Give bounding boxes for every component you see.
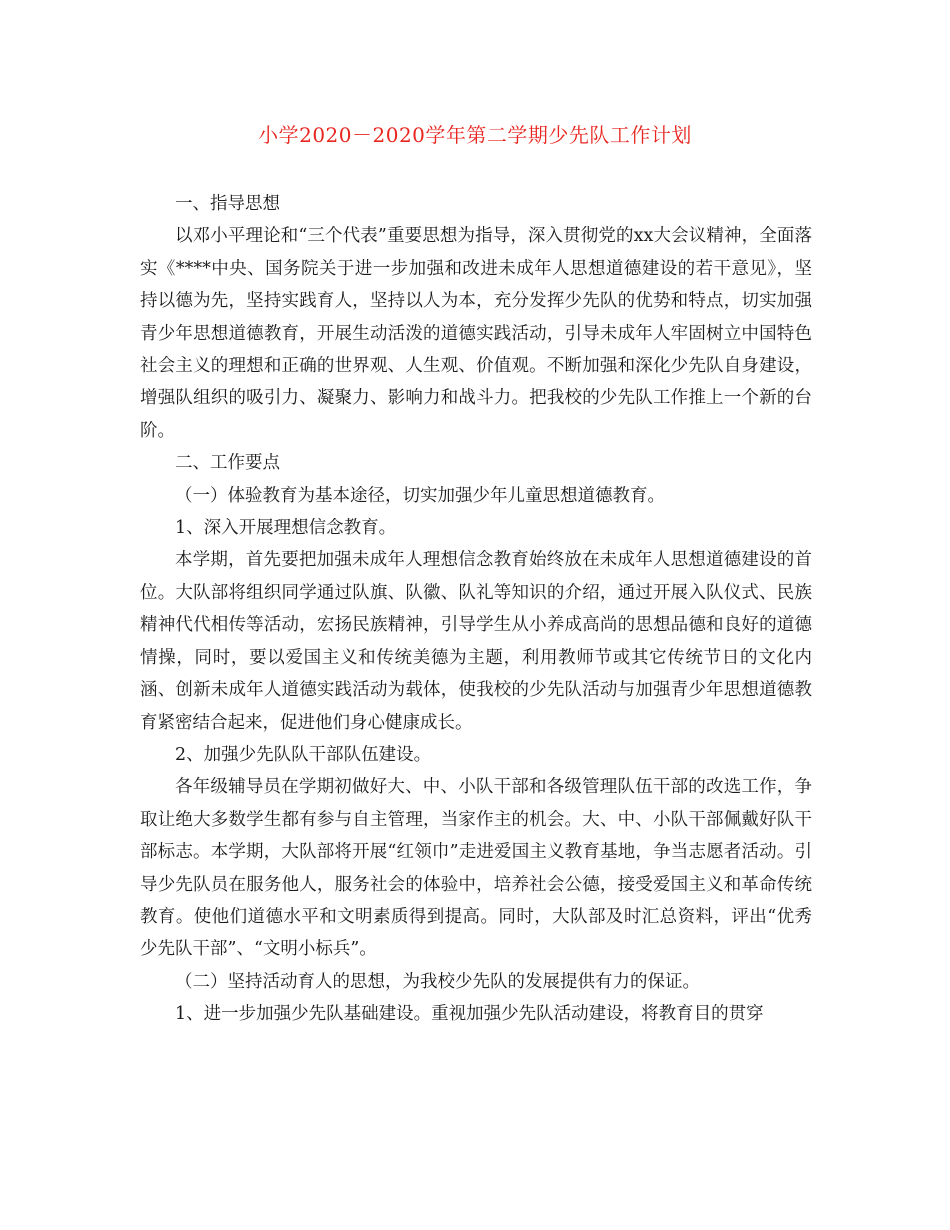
section-heading-guiding-ideology: 一、指导思想	[175, 194, 280, 214]
subsection-heading-experience-education: （一）体验教育为基本途径，切实加强少年儿童思想道德教育。	[175, 485, 665, 506]
document-title: 小学2020－2020学年第二学期少先队工作计划	[258, 123, 692, 147]
subsection-heading-activity-education: （二）坚持活动育人的思想，为我校少先队的发展提供有力的保证。	[175, 971, 700, 992]
section-heading-work-points: 二、工作要点	[175, 453, 280, 474]
document-body	[140, 188, 812, 1031]
item-heading-ideal-belief: 1、深入开展理想信念教育。	[175, 518, 397, 539]
item-heading-cadre-team: 2、加强少先队队干部队伍建设。	[175, 744, 432, 765]
paragraph-ideal-belief: 本学期，首先要把加强未成年人理想信念教育始终放在未成年人思想道德建设的首位。大队部将组织同学通过队旗、队徽、队礼等知识的介绍，通过开展入队仪式、民族精神代代相传等活动，宏扬民族精神，引导学生从小养成高尚的思想品德和良好的道德情操，同时，要以爱国主义和传统美德为主题，利用教师节或其它传统节日的文化内涵、创新未成年人道德实践活动为载体，使我校的少先队活动与加强青少年思想道德教育紧密结合起来，促进他们身心健康成长。	[140, 550, 812, 733]
paragraph-guiding-ideology: 以邓小平理论和“三个代表”重要思想为指导，深入贯彻党的xx大会议精神，全面落实《****中央、国务院关于进一步加强和改进未成年人思想道德建设的若干意见》，坚持以德为先，坚持实践育人，坚持以人为本，充分发挥少先队的优势和特点，切实加强青少年思想道德教育，开展生动活泼的道德实践活动，引导未成年人牢固树立中国特色社会主义的理想和正确的世界观、人生观、价值观。不断加强和深化少先队自身建设，增强队组织的吸引力、凝聚力、影响力和战斗力。把我校的少先队工作推上一个新的台阶。	[140, 226, 812, 441]
paragraph-cadre-team: 各年级辅导员在学期初做好大、中、小队干部和各级管理队伍干部的改选工作，争取让绝大多数学生都有参与自主管理，当家作主的机会。大、中、小队干部佩戴好队干部标志。本学期，大队部将开展“红领巾”走进爱国主义教育基地，争当志愿者活动。引导少先队员在服务他人，服务社会的体验中，培养社会公德，接受爱国主义和革命传统教育。使他们道德水平和文明素质得到提高。同时，大队部及时汇总资料，评出“优秀少先队干部”、“文明小标兵”。	[140, 777, 812, 960]
item-heading-basic-construction: 1、进一步加强少先队基础建设。重视加强少先队活动建设，将教育目的贯穿	[175, 1004, 764, 1025]
